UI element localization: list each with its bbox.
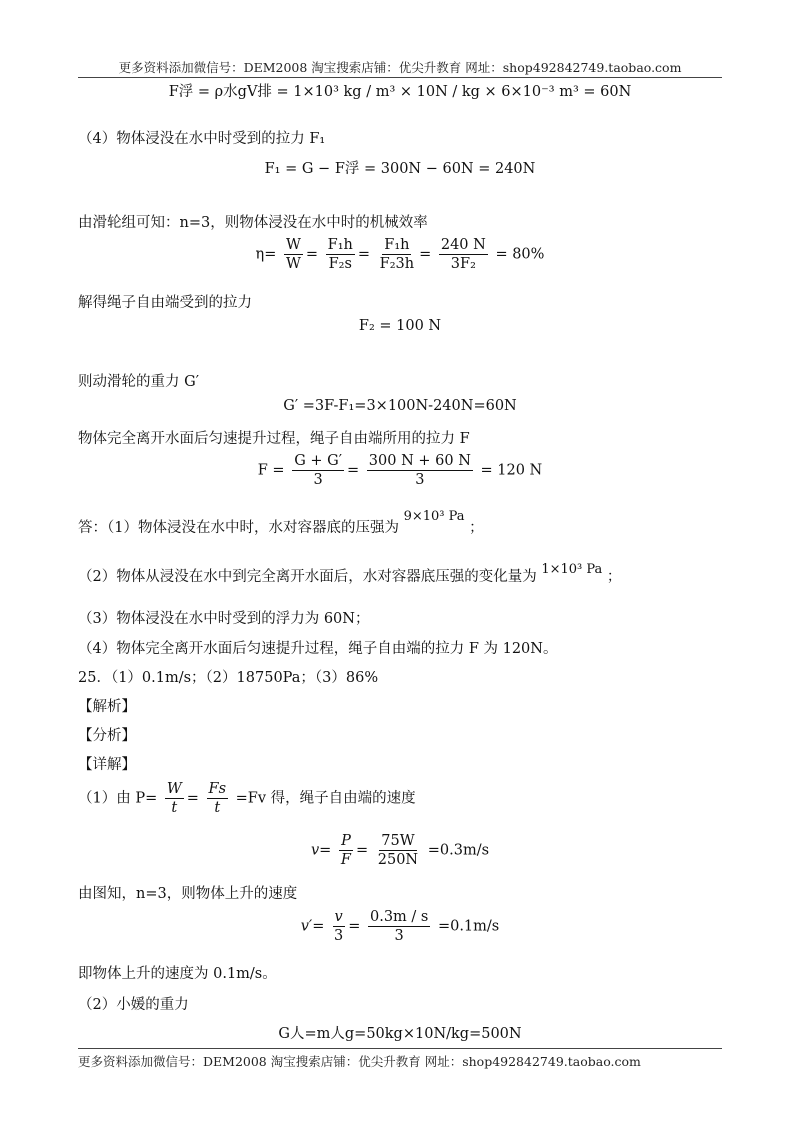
paragraph-leave-water: 物体完全离开水面后匀速提升过程，绳子自由端所用的拉力 F [78, 431, 470, 447]
paragraph-pulley-weight: 则动滑轮的重力 G′ [78, 374, 199, 390]
equation-buoyancy: F浮 = ρ水gV排 = 1×10³ kg / m³ × 10N / kg × 6×10⁻³ m³ = 60N [168, 84, 632, 100]
equation-object-velocity: v′= $\frac{v}{3}$ = $\frac{0.3m / s}{3}$ =0.1m/s [300, 909, 500, 944]
equation-f1: F₁ = G − F浮 = 300N − 60N = 240N [264, 161, 536, 177]
paragraph-figure: 由图知，n=3，则物体上升的速度 [78, 886, 298, 902]
page-footer: 更多资料添加微信号：DEM2008 淘宝搜索店铺：优尖升教育 网址：shop492842749.taobao.com [78, 1054, 641, 1069]
page-header: 更多资料添加微信号：DEM2008 淘宝搜索店铺：优尖升教育 网址：shop492842749.taobao.com [118, 60, 682, 75]
equation-f2: F₂ = 100 N [358, 318, 442, 334]
equation-person-weight: G人=m人g=50kg×10N/kg=500N [278, 1026, 522, 1042]
footer-rule [78, 1048, 722, 1049]
answer-3: （3）物体浸没在水中时受到的浮力为 60N； [78, 611, 370, 627]
paragraph-part4-intro: （4）物体浸没在水中时受到的拉力 F₁ [78, 131, 326, 147]
answer-1: 答：（1）物体浸没在水中时，水对容器底的压强为 9×10³ Pa ； [78, 509, 484, 536]
section-detail-heading: 【详解】 [78, 757, 136, 773]
question-25-answers: 25．（1）0.1m/s；（2）18750Pa；（3）86% [78, 670, 379, 686]
paragraph-pulley-efficiency: 由滑轮组可知：n=3，则物体浸没在水中时的机械效率 [78, 215, 428, 231]
equation-force-f: F = $\frac{G + G'}{3}$ = $\frac{300 N + 60 N}{3}$ = 120 N [257, 453, 543, 488]
header-rule [78, 77, 722, 78]
answer-2: （2）物体从浸没在水中到完全离开水面后，水对容器底压强的变化量为 1×10³ Pa ； [78, 562, 622, 585]
section-analysis-heading: 【解析】 [78, 699, 136, 715]
answer-4: （4）物体完全离开水面后匀速提升过程，绳子自由端的拉力 F 为 120N。 [78, 641, 558, 657]
paragraph-object-speed: 即物体上升的速度为 0.1m/s。 [78, 966, 277, 982]
equation-efficiency: η= $\frac{W}{W}$ = $\frac{\text{F₁h}}{\text{F₂s}}$ = $\frac{\text{F₁h}}{\text{F₂3h}}$ = $\frac{240 N}{\text{3F₂}}$ = 80% [255, 237, 545, 272]
section-analysis-sub-heading: 【分析】 [78, 728, 136, 744]
equation-velocity: v= $\frac{P}{F}$ = $\frac{75W}{250N}$ =0.3m/s [310, 833, 490, 868]
equation-gprime: G′ =3F-F₁=3×100N-240N=60N [283, 398, 517, 414]
paragraph-rope-force: 解得绳子自由端受到的拉力 [78, 295, 252, 311]
paragraph-person-weight: （2）小媛的重力 [78, 997, 189, 1013]
paragraph-power: （1）由 P= $\frac{W}{t}$ = $\frac{Fs}{t}$ =Fv 得，绳子自由端的速度 [78, 781, 416, 816]
